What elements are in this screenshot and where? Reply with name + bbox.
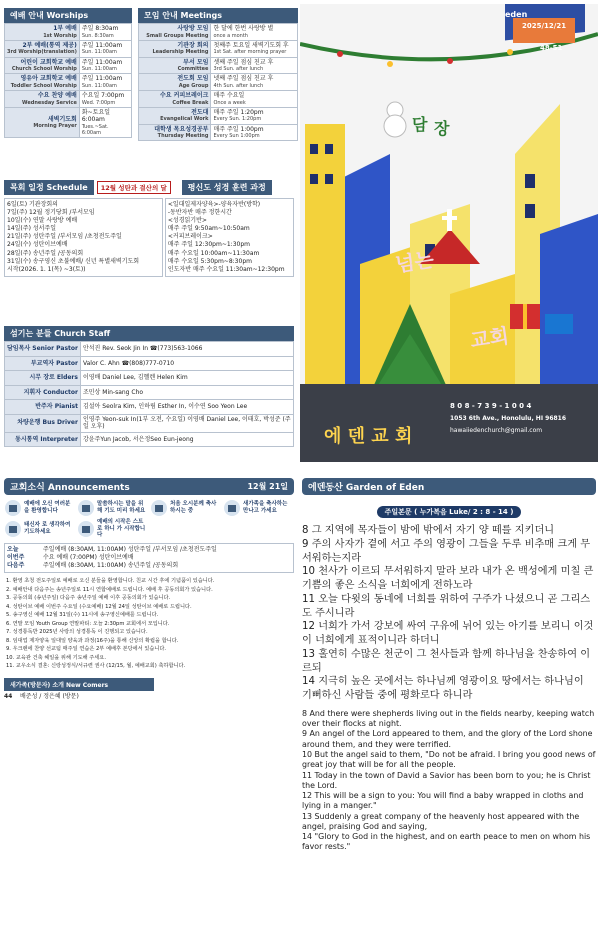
group-icon [223, 499, 241, 517]
worship-time: 주일 11:00am Sun. 11:00am [79, 40, 131, 57]
verse-ko: 13 홀연히 수많은 천군이 그 천사들과 함께 하나님을 찬송하여 이르되 [302, 648, 591, 674]
meeting-time: 한 달에 한번 사랑방 별 once a month [211, 24, 298, 41]
bible-item: <성경읽기반> [167, 217, 207, 225]
notice-list [4, 576, 294, 674]
worship-time: 주일 11:00am Sun. 11:00am [79, 57, 131, 74]
worship-name: 2부 예배(통역 제공) 3rd Worship(translation) [5, 40, 80, 57]
verse-ko: 9 주의 사자가 곁에 서고 주의 영광이 그들을 두루 비추매 크게 무서워하는지라 [302, 538, 591, 564]
staff-names: 김설아 Seolra Kim, 인하림 Esther In, 이수연 Soo Yeon Lee [80, 400, 293, 415]
meeting-row [139, 74, 298, 91]
verse-en: 9 An angel of the Lord appeared to them, and the glory of the Lord shone around them, and they were terrified. [302, 729, 593, 749]
notice-item: 5. 송구영신 예배 12월 31일(수) 11시에 송구영신예배를 드립니다. [6, 612, 159, 619]
staff-role: 부교역자 Pastor [5, 356, 81, 371]
notice-item: 11. 교우소식 결혼: 신랑성정식/서규련 권사 (12/15, 월, 예배교회) 축하합니다. [6, 663, 186, 670]
verse-en: 13 Suddenly a great company of the heavenly host appeared with the angel, praising God and saying, [302, 811, 580, 831]
meeting-panel [138, 8, 298, 141]
worship-time: 화~토요일 6:00am Tues.~Sat. 6:00am [79, 107, 131, 138]
meeting-time: 매주 수요일 Once a week [211, 91, 298, 108]
schedule-item: 31일(수) 송구영신 초불예배/ 신년 특별새벽기도회 [7, 257, 140, 265]
staff-role: 동시통역 Interpreter [5, 432, 81, 447]
this-week-label: 이번주 [7, 553, 25, 561]
bible-item: <일대일제자양육>-양육자반(방학) [167, 201, 261, 208]
camera-icon [150, 499, 168, 517]
meeting-row [139, 124, 298, 141]
verse-ko: 12 너희가 가서 강보에 싸여 구유에 뉘어 있는 아기를 보리니 이것이 너희에게 표적이니라 하더니 [302, 621, 594, 647]
worship-row [5, 40, 132, 57]
staff-role: 담임목사 Senior Pastor [5, 342, 81, 357]
cover-word-2: 장 [434, 119, 450, 138]
meeting-row [139, 57, 298, 74]
bible-item: 매주 주일 12:30pm~1:30pm [167, 241, 250, 249]
schedule-item: 21일(주) 성탄주일 /부서모임 /초청전도주일 [7, 233, 122, 241]
meeting-name: 대학생 목요성경공부 Thursday Meeting [139, 124, 211, 141]
heart-icon [4, 520, 22, 538]
schedule-item: 10일(수) 연말 사랑방 예배 [7, 217, 78, 225]
notice-item: 9. 우크렌에 찬양 선교팀 매주일 연습은 2부 예배후 본당에서 있습니다. [6, 646, 167, 653]
schedule-list [4, 198, 163, 277]
staff-names: 인영주 Yeon-suk In(1부 오전, 수요일) 이영배 Daniel Lee, 이태호, 박성준 (주일 오후) [80, 414, 293, 432]
notice-item: 1. 환영 초청 전도주일로 예배로 오신 분들을 환영합니다. 친교 시간 후에 기념품이 있습니다. [6, 578, 215, 585]
notice-item: 7. 성경통독반 2025년 사랑의 성경통독 이 진행되고 있습니다. [6, 629, 148, 636]
cover-issue: 48-51 [540, 44, 563, 52]
worship-panel [4, 8, 132, 138]
announce-date: 12월 21일 [247, 482, 288, 491]
cover-date: 2025/12/21 [522, 22, 567, 30]
staff-role: 시무 장로 Elders [5, 371, 81, 386]
meeting-time: 넷째 주일 점심 친교 후 4th Sun. after lunch [211, 74, 298, 91]
verse-ko: 11 오늘 다윗의 동네에 너희를 위하여 구주가 나셨으니 곧 그리스도 주시니라 [302, 593, 591, 619]
this-week-value: 수요 예배 (7:00PM) 성탄이브예배 [43, 553, 134, 561]
staff-names: 이영배 Daniel Lee, 김헬렌 Helen Kim [80, 371, 293, 386]
staff-row [5, 432, 294, 447]
next-label: 다음주 [7, 561, 25, 569]
bible-course-list [165, 198, 294, 277]
staff-row [5, 371, 294, 386]
meeting-name: 부서 모임 Committee [139, 57, 211, 74]
today-label: 오늘 [7, 545, 19, 553]
staff-title: 섬기는 분들 Church Staff [4, 326, 294, 341]
notice-item: 2. 예배안내 다음주는 송년주일로 11시 연합예배로 드립니다. 예배 후 공동의회가 있습니다. [6, 586, 213, 593]
notice-item: 3. 공동의회 (송년주일) 다음주 송년주일 예배 이후 공동의회가 있습니다. [6, 595, 171, 602]
bible-item: -동반자반 매주 정한시간 [167, 209, 232, 217]
meeting-time: 첫째주 토요일 새벽기도회 후 1st Sat. after morning prayer [211, 40, 298, 57]
cover-logo: eden [505, 10, 528, 19]
meeting-row [139, 107, 298, 124]
staff-table [4, 341, 294, 447]
worship-name: 수요 찬양 예배 Wednesday Service [5, 91, 80, 108]
schedule-title: 목회 일정 Schedule [4, 180, 94, 195]
cover-church-name: 에 덴 교 회 [324, 426, 413, 447]
worship-row [5, 57, 132, 74]
staff-names: 조민상 Min-sang Cho [80, 385, 293, 400]
staff-row [5, 400, 294, 415]
notice-item: 8. 임대업 제자양육 일대일 양육과 과정(16주)을 통해 신앙의 확립을 합니다. [6, 637, 179, 644]
worship-time: 수요일 7:00pm Wed. 7:00pm [79, 91, 131, 108]
worship-time: 주일 8:30am Sun. 8:30am [79, 24, 131, 41]
announce-icon-item: 처음 오시분께 축사 하시는 중 [150, 499, 221, 517]
cover-address: 1053 6th Ave., Honolulu, HI 96816 [450, 415, 567, 422]
staff-role: 차량운행 Bus Driver [5, 414, 81, 432]
garden-scripture-ref: 주일본문 ( 누가복음 Luke/ 2 : 8 - 14 ) [377, 506, 522, 518]
schedule-section [4, 180, 294, 316]
announce-icon-item: 태신자 로 생각하여 기도하세요 [4, 519, 75, 539]
verse-en: 12 This will be a sign to you: You will find a baby wrapped in cloths and lying in a manger." [302, 791, 584, 811]
announce-icon-item: 새가족을 축사하는 만나고 가세요 [223, 499, 294, 517]
cover-illustration [300, 4, 598, 462]
garden-section [302, 478, 596, 918]
announce-icon-item: 예배의 시작은 스트로 하니 가 시작합니다 [77, 519, 148, 539]
cover-word-3: 넘는 [393, 247, 436, 277]
meeting-row [139, 40, 298, 57]
meeting-time: 매주 주일 1:00pm Every Sun 1:00pm [211, 124, 298, 141]
hands-icon [77, 520, 95, 538]
meeting-row [139, 24, 298, 41]
worship-name: 새벽기도회 Morning Prayer [5, 107, 80, 138]
bible-item: 매주 수요일 10:00am~11:30am [167, 249, 260, 257]
scripture-korean [302, 524, 596, 703]
schedule-item: 24일(수) 성탄이브예배 [7, 241, 68, 249]
cover-phone: 8 0 8 - 7 3 9 - 1 0 0 4 [450, 402, 532, 410]
worship-name: 어린이 교회학교 예배 Church School Worship [5, 57, 80, 74]
meeting-name: 전도대 Evangelical Work [139, 107, 211, 124]
verse-en: 14 "Glory to God in the highest, and on earth peace to men on whom his favor rests." [302, 832, 591, 852]
schedule-item: 28일(주) 송년주일 /공동의회 [7, 249, 84, 257]
cover-art [300, 4, 598, 462]
scripture-english [302, 709, 596, 853]
meeting-name: 전도회 모임 Age Group [139, 74, 211, 91]
worship-name: 1부 예배 1st Worship [5, 24, 80, 41]
meeting-name: 기관장 회의 Leadership Meeting [139, 40, 211, 57]
staff-role: 지휘자 Conductor [5, 385, 81, 400]
worship-time: 주일 11:00am Sun. 11:00am [79, 74, 131, 91]
announce-icon-item: 예배에 오신 여러분을 환영합니다 [4, 499, 75, 517]
verse-en: 10 But the angel said to them, "Do not be afraid. I bring you good news of great joy that will be for all the people. [302, 750, 596, 770]
bible-item: 매주 수요일 5:30pm~8:30pm [167, 257, 252, 265]
next-value: 주일예배 (8:30AM, 11:00AM) 송년주일 /공동의회 [43, 561, 179, 569]
meeting-table [138, 23, 298, 141]
meeting-name: 사랑방 모임 Small Groups Meeting [139, 24, 211, 41]
cover-web: hawaiiedenchurch@gmail.com [450, 427, 543, 434]
worship-title: 예배 안내 Worships [4, 8, 132, 23]
notice-item: 6. 연말 모임 Youth Group 연말파티: 오늘 2:30pm 교회에서 모입니다. [6, 620, 170, 627]
notice-item: 4. 성탄이브 예배 이번주 수요일 (수요예배) 12월 24일 성탄이브 예배로 드립니다. [6, 603, 192, 610]
new-comers-value: 배준성 / 정은혜 (방문) [20, 692, 79, 700]
staff-names: Valor C. Ahn ☎(808)777-0710 [80, 356, 293, 371]
staff-row [5, 356, 294, 371]
worship-table [4, 23, 132, 138]
schedule-item: 14일(주) 성서주일 [7, 225, 56, 233]
schedule-item: 6일(토) 기관장회의 [7, 201, 58, 208]
staff-section [4, 326, 294, 447]
verse-ko: 14 지극히 높은 곳에서는 하나님께 영광이요 땅에서는 하나님이 기뻐하신 사람들 중에 평화로다 하니라 [302, 676, 584, 702]
bible-item: 인도자반 매주 수요일 11:30am~12:30pm [167, 265, 285, 273]
meeting-time: 셋째 주일 점심 친교 후 3rd Sun. after lunch [211, 57, 298, 74]
cover-word-1: 담 [412, 115, 428, 134]
bible-course-title: 평신도 성경 훈련 과정 [182, 180, 272, 195]
page-number: 44 [4, 692, 13, 700]
worship-row [5, 91, 132, 108]
staff-role: 반주자 Pianist [5, 400, 81, 415]
verse-en: 11 Today in the town of David a Savior has been born to you; he is Christ the Lord. [302, 770, 591, 790]
meeting-row [139, 91, 298, 108]
prayer-icon [77, 499, 95, 517]
schedule-item: 7일(주) 12월 정기당회 /부서모임 [7, 209, 95, 217]
worship-meeting-section [4, 8, 294, 173]
new-comers-title: 새가족(방문자) 소개 New Comers [4, 678, 154, 691]
meeting-title: 모임 안내 Meetings [138, 8, 298, 23]
cover-word-4: 교회 [468, 323, 511, 353]
worship-name: 영유아 교회학교 예배 Toddler School Worship [5, 74, 80, 91]
announce-icons [4, 499, 294, 539]
garden-title: 에덴동산 Garden of Eden [302, 478, 596, 495]
staff-row [5, 342, 294, 357]
staff-names: 안석진 Rev. Seok Jin In ☎(773)563-1066 [80, 342, 293, 357]
verse-en: 8 And there were shepherds living out in the fields nearby, keeping watch over their flocks at night. [302, 708, 595, 729]
meeting-name: 수요 커피브레이크 Coffee Break [139, 91, 211, 108]
staff-row [5, 385, 294, 400]
announce-summary [4, 543, 294, 573]
schedule-note: 12월 성탄과 결산의 달 [97, 181, 171, 194]
notice-item: 10. 교육관 건축 헤일을 위해 기도해 주세요. [6, 654, 106, 661]
bible-item: <커피브레이크> [167, 233, 213, 241]
announce-icon-item: 말씀하시는 말을 위해 기도 미리 하세요 [77, 499, 148, 517]
worship-row [5, 24, 132, 41]
today-value: 주일예배 (8:30AM, 11:00AM) 성탄주일 /부서모임 /초청전도주일 [43, 545, 217, 553]
worship-row [5, 107, 132, 138]
bible-item: 매주 주일 9:50am~10:50am [167, 225, 250, 233]
meeting-time: 매주 주일 1:20pm Every Sun. 1:20pm [211, 107, 298, 124]
announce-section [4, 478, 294, 918]
staff-names: 강윤주Yun Jacob, 서은정Seo Eun-jeong [80, 432, 293, 447]
worship-row [5, 74, 132, 91]
staff-row [5, 414, 294, 432]
church-icon [4, 499, 22, 517]
schedule-item: 시작(2026. 1. 1(목) ~3(토)) [7, 265, 86, 273]
verse-ko: 10 천사가 이르되 무서워하지 말라 보라 내가 온 백성에게 미칠 큰 기쁨의 좋은 소식을 너희에게 전하노라 [302, 566, 594, 592]
announce-title: 교회소식 Announcements [10, 483, 130, 493]
verse-ko: 8 그 지역에 목자들이 밤에 밖에서 자기 양 떼를 지키더니 [302, 525, 555, 536]
